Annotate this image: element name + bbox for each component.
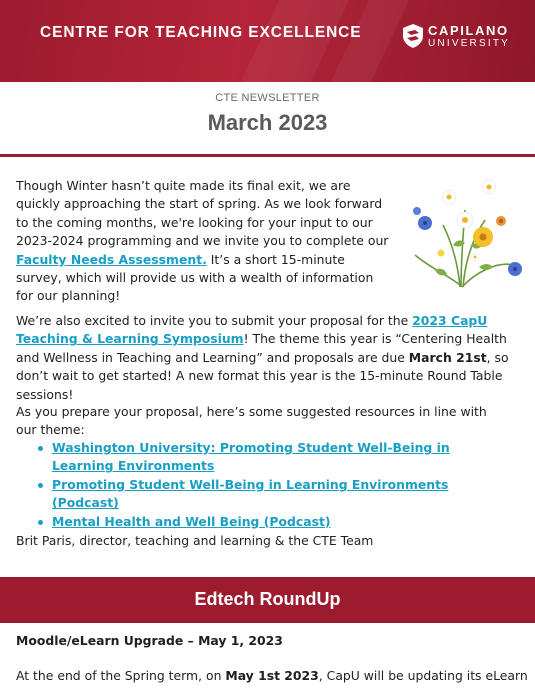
moodle-paragraph [16, 667, 528, 685]
list-item [36, 439, 482, 476]
list-item [36, 476, 482, 513]
symposium-text-end: , so don’t wait to get started! A new format this year is the 15-minute Round Table sessions! [16, 349, 509, 402]
signoff: Brit Paris, director, teaching and learning & the CTE Team [16, 533, 374, 548]
logo-wordmark: CAPILANO [428, 23, 509, 38]
header-banner [0, 0, 535, 82]
capilano-logo[interactable] [402, 22, 512, 52]
moodle-text-end: , CapU will be updating its eLearn [318, 668, 528, 683]
section-title: Edtech RoundUp [194, 589, 341, 609]
resource-link-washington[interactable]: Washington University: Promoting Student Well-Being in Learning Environments [52, 440, 450, 474]
section-header-edtech [0, 577, 535, 623]
capilano-logo-icon [402, 23, 424, 49]
resources-list [36, 439, 482, 531]
symposium-deadline: March 21st [408, 349, 487, 365]
symposium-text-mid: ! The theme this year is “Centering Health and Wellness in Teaching and Learning” and proposals are due [16, 331, 507, 365]
resource-link-podcast-wellbeing[interactable]: Promoting Student Well-Being in Learning Environments (Podcast) [52, 476, 449, 511]
newsletter-header [0, 82, 535, 155]
intro-paragraph [16, 177, 394, 306]
newsletter-kicker: CTE NEWSLETTER [215, 92, 320, 104]
divider [0, 154, 535, 157]
banner-title: CENTRE FOR TEACHING EXCELLENCE [40, 24, 362, 41]
symposium-paragraph [16, 312, 516, 404]
symposium-link[interactable]: 2023 CapU Teaching & Learning Symposium [16, 313, 488, 347]
logo-subtitle: UNIVERSITY [428, 38, 511, 49]
resource-link-podcast-mental-health[interactable]: Mental Health and Well Being (Podcast) [52, 513, 331, 529]
intro-text-end: It’s a short 15-minute survey, which will provide us with a wealth of information for our planning! [16, 251, 374, 304]
list-item [36, 513, 482, 531]
moodle-heading: Moodle/eLearn Upgrade – May 1, 2023 [16, 633, 283, 648]
moodle-text: At the end of the Spring term, on [16, 668, 226, 683]
faculty-needs-assessment-link[interactable]: Faculty Needs Assessment. [16, 251, 207, 267]
newsletter-title: March 2023 [207, 110, 328, 135]
resources-intro: As you prepare your proposal, here’s some suggested resources in line with our theme: [16, 404, 487, 438]
wildflowers-illustration [405, 175, 525, 290]
moodle-date: May 1st 2023 [225, 668, 319, 683]
symposium-text: We’re also excited to invite you to submit your proposal for the [16, 313, 413, 328]
intro-text: Though Winter hasn’t quite made its final exit, we are quickly approaching the start of spring. As we look forward to the coming months, we're looking for your input to our 2023-2024 programming and we invite you to complete our [16, 178, 389, 249]
